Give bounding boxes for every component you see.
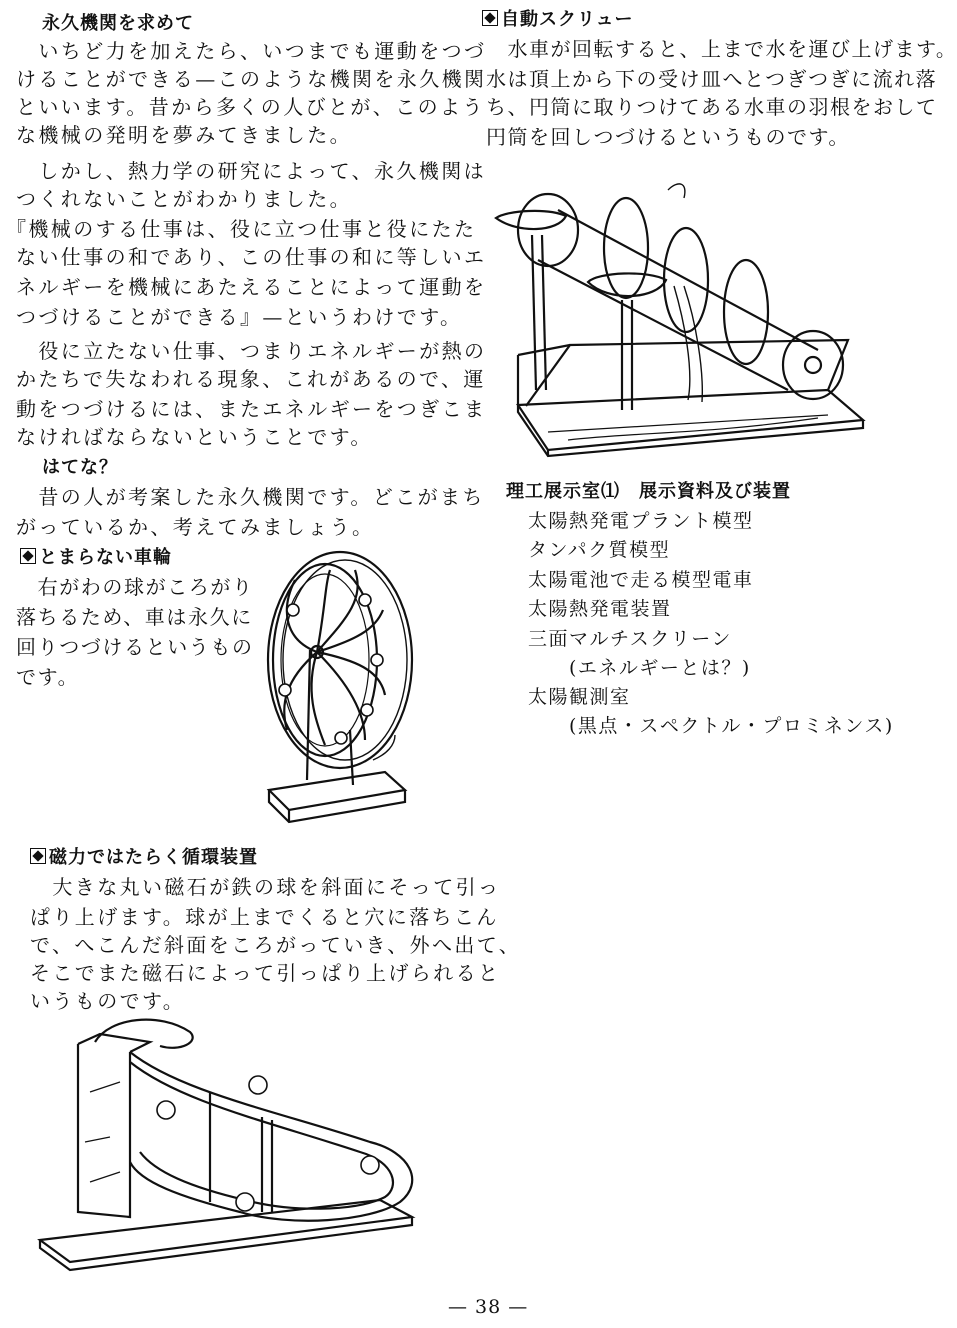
list-item: 太陽熱発電プラント模型 (528, 510, 754, 532)
paragraph-line: けることができる—このような機関を永久機関 (16, 67, 487, 91)
list-item: 太陽熱発電装置 (528, 598, 672, 620)
paragraph-line: いうものです。 (30, 989, 186, 1013)
paragraph-line: 大きな丸い磁石が鉄の球を斜面にそって引っ (30, 875, 501, 899)
diamond-bullet-icon (482, 10, 498, 26)
magnetic-loop-illustration (40, 1012, 420, 1282)
diamond-bullet-icon (30, 848, 46, 864)
paragraph-line: 役に立たない仕事、つまりエネルギーが熱の (16, 339, 487, 363)
paragraph-line: つくれないことがわかりました。 (16, 187, 352, 211)
screw-title-text: 自動スクリュー (501, 9, 634, 30)
diamond-bullet-icon (20, 548, 36, 564)
magnet-title-text: 磁力ではたらく循環装置 (49, 847, 258, 868)
page-number: — 38 — (448, 1296, 529, 1318)
section-title-auto-screw (482, 8, 633, 32)
wheel-title-text: とまらない車輪 (39, 547, 172, 568)
paragraph-line: そこでまた磁石によって引っぱり上げられると (30, 961, 501, 985)
list-item: (エネルギーとは？) (528, 657, 751, 679)
paragraph-line: 落ちるため、車は永久に (16, 605, 253, 629)
section-title-magnet (30, 846, 258, 870)
paragraph-line: で、へこんだ斜面をころがっていき、外へ出て、 (30, 933, 522, 957)
paragraph-line: いちど力を加えたら、いつまでも運動をつづ (16, 39, 487, 63)
paragraph-line: 右がわの球がころがり (16, 575, 254, 599)
paragraph-line: です。 (16, 665, 80, 689)
paragraph-line: かたちで失なわれる現象、これがあるので、運 (16, 367, 486, 391)
paragraph-line: 『機械のする仕事は、役に立つ仕事と役にたた (6, 217, 477, 241)
paragraph-line: ぱり上げます。球が上までくると穴に落ちこん (30, 905, 499, 929)
paragraph-line: 水は頂上から下の受け皿へとつぎつぎに流れ落 (486, 67, 938, 91)
section-title-perpetual-motion: 永久機関を求めて (42, 13, 194, 34)
paragraph-line: つづけることができる』—というわけです。 (16, 305, 463, 329)
list-item: 太陽観測室 (528, 686, 631, 708)
paragraph-line: 円筒を回しつづけるというものです。 (486, 125, 850, 149)
paragraph-line: ない仕事の和であり、この仕事の和に等しいエ (16, 245, 487, 269)
paragraph-line: 水車が回転すると、上まで水を運び上げます。 (486, 37, 957, 61)
paragraph-line: な機械の発明を夢みてきました。 (16, 123, 352, 147)
section-title-exhibit: 理工展示室⑴ 展示資料及び装置 (506, 481, 791, 502)
paragraph-line: 回りつづけるというもの (16, 635, 254, 659)
list-item: (黒点・スペクトル・プロミネンス) (528, 715, 894, 737)
paragraph-line: しかし、熱力学の研究によって、永久機関は (16, 159, 486, 183)
paragraph-line: 動をつづけるには、またエネルギーをつぎこま (16, 397, 487, 421)
paragraph-line: がっているか、考えてみましょう。 (16, 515, 375, 539)
section-title-wheel (20, 546, 172, 570)
list-item: タンパク質模型 (528, 539, 671, 561)
paragraph-line: なければならないということです。 (16, 425, 373, 449)
paragraph-line: ネルギーを機械にあたえることによって運動を (16, 275, 487, 299)
list-item: 三面マルチスクリーン (528, 628, 732, 650)
auto-screw-illustration (488, 150, 868, 468)
list-item: 太陽電池で走る模型電車 (528, 569, 754, 591)
paragraph-line: ち、円筒に取りつけてある水車の羽根をおして (486, 95, 938, 119)
paragraph-line: といいます。昔から多くの人びとが、このよう (16, 95, 485, 119)
paragraph-line: 昔の人が考案した永久機関です。どこがまち (16, 485, 485, 509)
unstoppable-wheel-illustration (255, 540, 425, 830)
section-title-hatena: はてな？ (42, 457, 118, 478)
